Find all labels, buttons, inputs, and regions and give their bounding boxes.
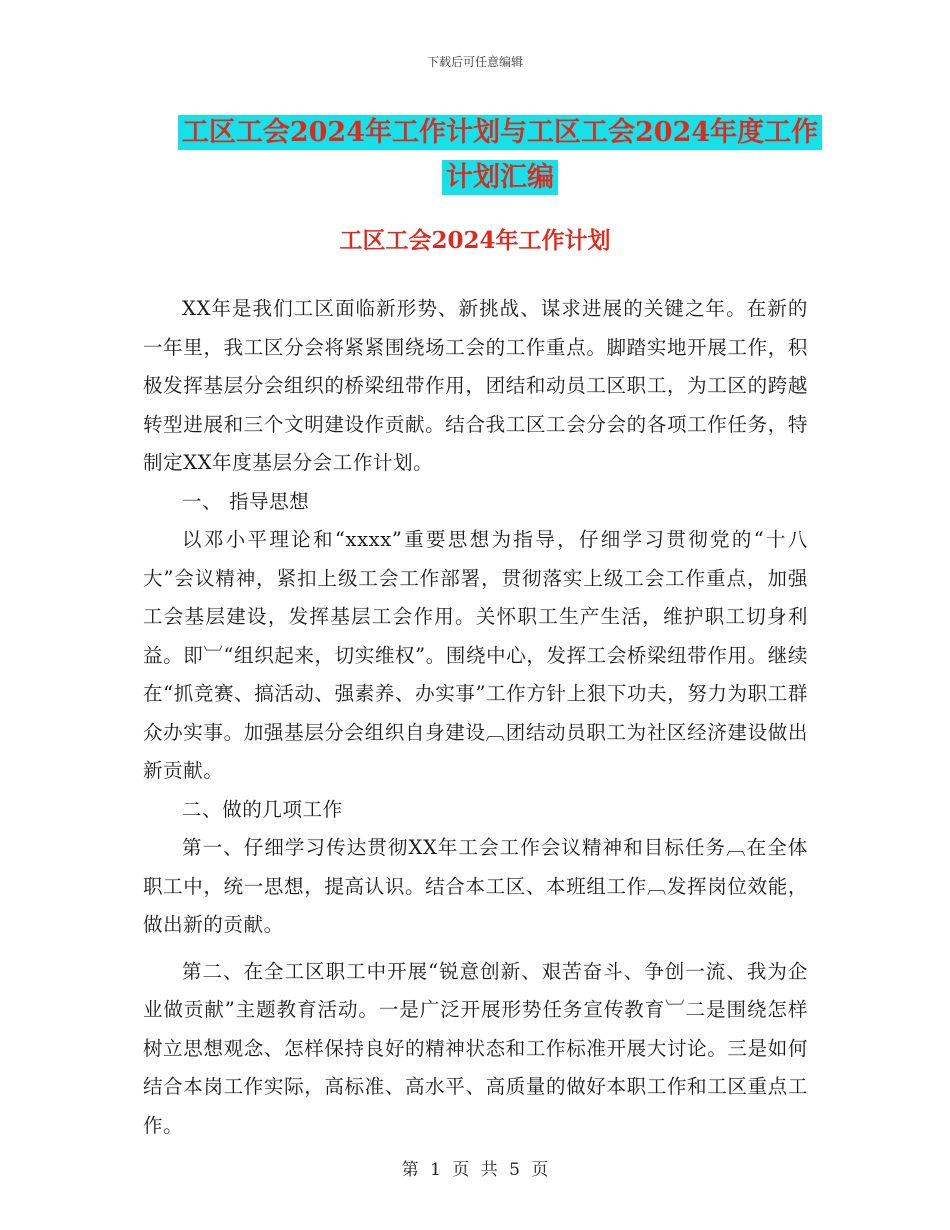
heading-guiding-ideology: 一、 指导思想 (182, 489, 310, 513)
paragraph-work-item-2: 第二、在全工区职工中开展“锐意创新、艰苦奋斗、争创一流、我为企业做贡献”主题教育活动。一是广泛开展形势任务宣传教育︺二是围绕怎样树立思想观念、怎样保持良好的精神状态和工作标准开展大讨论。三是如何结合本岗工作实际，高标准、高水平、高质量的做好本职工作和工区重点工作。 (143, 959, 808, 1137)
document-title-line-2: 计划汇编 (442, 160, 558, 195)
paragraph-intro: XX年是我们工区面临新形势、新挑战、谋求进展的关键之年。在新的一年里，我工区分会将紧紧围绕场工会的工作重点。脚踏实地开展工作，积极发挥基层分会组织的桥梁纽带作用，团结和动员工区职工，为工区的跨越转型进展和三个文明建设作贡献。结合我工区工会分会的各项工作任务，特制定XX年度基层分会工作计划。 (143, 297, 808, 474)
document-title-line-1: 工区工会2024年工作计划与工区工会2024年度工作 (178, 115, 822, 150)
header-note: 下载后可任意编辑 (426, 55, 523, 69)
document-title (140, 110, 860, 200)
paragraph-work-item-1: 第一、仔细学习传达贯彻XX年工会工作会议精神和目标任务︹在全体职工中，统一思想，提高认识。结合本工区、本班组工作︹发挥岗位效能，做出新的贡献。 (143, 836, 808, 936)
paragraph-guiding-ideology: 以邓小平理论和“xxxx”重要思想为指导，仔细学习贯彻党的“十八大”会议精神，紧扣上级工会工作部署，贯彻落实上级工会工作重点，加强工会基层建设，发挥基层工会作用。关怀职工生产生活，维护职工切身利益。即︺“组织起来，切实维权”。围绕中心，发挥工会桥梁纽带作用。继续在“抓竞赛、搞活动、强素养、办实事”工作方针上狠下功夫，努力为职工群众办实事。加强基层分会组织自身建设︹团结动员职工为社区经济建设做出新贡献。 (143, 528, 808, 782)
page-footer: 第 1 页 共 5 页 (401, 1160, 549, 1180)
section-title: 工区工会2024年工作计划 (339, 227, 611, 254)
document-body (143, 290, 808, 1145)
heading-work-items: 二、做的几项工作 (182, 797, 343, 821)
